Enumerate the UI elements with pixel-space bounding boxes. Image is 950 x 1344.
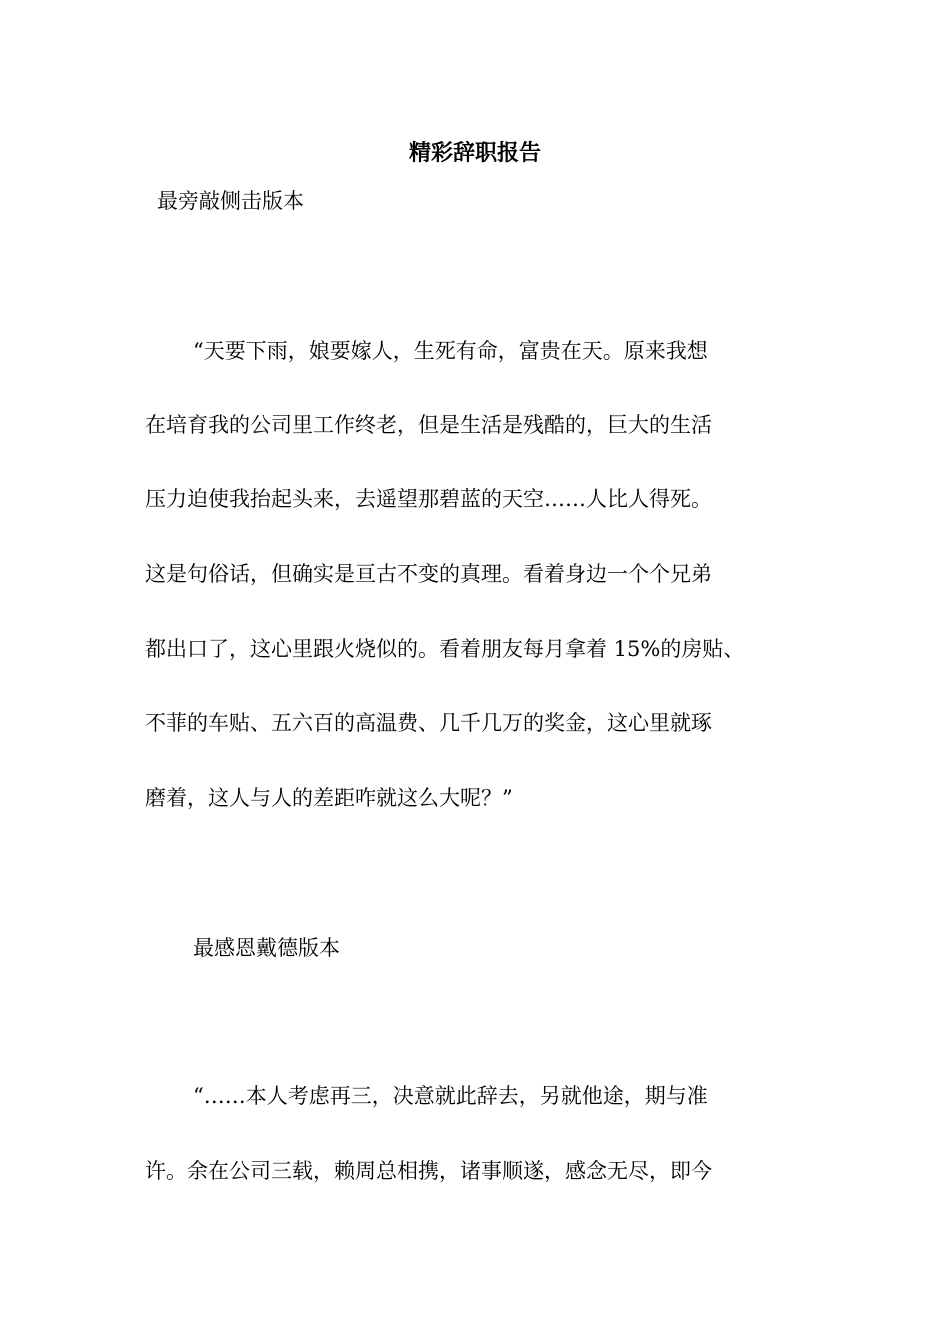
- paragraph-line: 压力迫使我抬起头来，去遥望那碧蓝的天空……人比人得死。: [145, 487, 712, 511]
- paragraph-line: 不菲的车贴、五六百的高温费、几千几万的奖金，这心里就琢: [145, 711, 712, 735]
- section-heading-2: 最感恩戴德版本: [193, 936, 340, 960]
- paragraph-line: 都出口了，这心里跟火烧似的。看着朋友每月拿着 15%的房贴、: [145, 637, 745, 661]
- section-heading-1: 最旁敲侧击版本: [157, 189, 304, 213]
- paragraph-line: 在培育我的公司里工作终老，但是生活是残酷的，巨大的生活: [145, 413, 712, 437]
- paragraph-line: 磨着，这人与人的差距咋就这么大呢？”: [145, 786, 513, 810]
- document-title: 精彩辞职报告: [408, 140, 541, 166]
- paragraph-line: “……本人考虑再三，决意就此辞去，另就他途，期与准: [193, 1084, 708, 1108]
- paragraph-line: “天要下雨，娘要嫁人，生死有命，富贵在天。原来我想: [193, 339, 708, 363]
- paragraph-line: 这是句俗话，但确实是亘古不变的真理。看着身边一个个兄弟: [145, 562, 712, 586]
- paragraph-line: 许。余在公司三载，赖周总相携，诸事顺遂，感念无尽，即今: [145, 1159, 712, 1183]
